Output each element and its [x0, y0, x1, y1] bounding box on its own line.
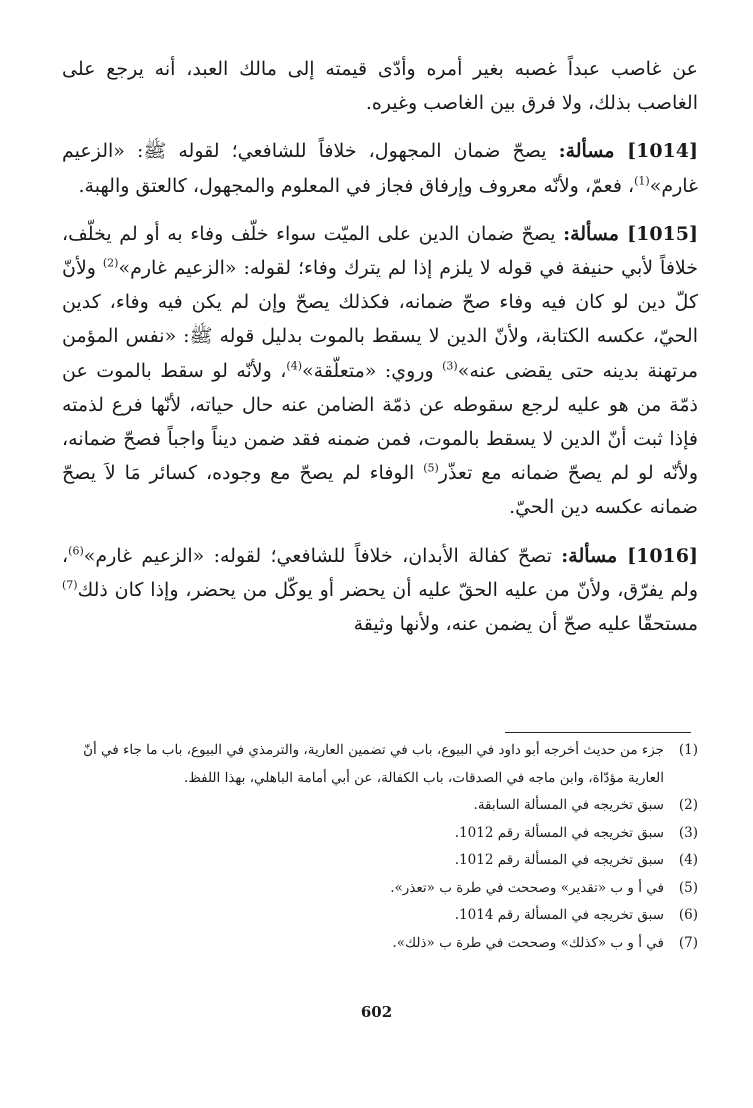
- footnote-text: في أ و ب «تقدير» وصححت في طرة ب «تعذر».: [390, 879, 664, 896]
- footnote-divider: [505, 732, 691, 733]
- issue-1016-text: تصحّ كفالة الأبدان، خلافاً للشافعي؛ لقوله: «الزعيم غارم»: [83, 544, 562, 567]
- issue-1015-text: وروي: «متعلّقة»: [301, 359, 443, 382]
- issue-1015-text: ، ولأنّه لو سقط بالموت عن ذمّة من هو عليه لرجع سقوطه عن ذمّة الضامن عنه حال حياته، لأنّها فرع لذمته فإذا ثبت أنّ الدين لا يسقط بالموت، فمن ضمنه فقد ضمن ديناً واجباً فصحّ ضمانه، ولأنّه لو لم يصحّ ضمانه مع تعذّر: [62, 359, 698, 485]
- issue-1016-label: [1016] مسألة:: [561, 544, 698, 567]
- footnote-marker-4: (4): [286, 359, 302, 373]
- footnote-marker-6: (6): [68, 544, 84, 558]
- footnote-number: (3): [678, 824, 698, 841]
- footnote-text: جزء من حديث أخرجه أبو داود في البيوع، باب في تضمين العارية، والترمذي في البيوع، باب ما جاء في أنّ العارية مؤدّاة، وابن ماجه في الصدقات، باب الكفالة، عن أبي أمامة الباهلي، بهذا اللفظ.: [83, 742, 664, 786]
- footnote-number: (6): [678, 907, 698, 923]
- footnote-text: سبق تخريجه في المسألة السابقة.: [473, 797, 664, 813]
- footnote-number: (2): [678, 797, 698, 813]
- footnote-item: [62, 792, 698, 820]
- issue-1015-text: ولأنّ كلّ دين لو كان فيه وفاء صحّ ضمانه، فكذلك يصحّ وإن لم يكن فيه وفاء، كدين الحيّ، عكسه الكتابة، ولأنّ الدين لا يسقط بالموت بدليل قوله ﷺ: «نفس المؤمن مرتهنة بدينه حتى يقضى عنه»: [62, 257, 699, 382]
- issue-1015-text: الوفاء لم يصحّ مع وجوده، كسائر مَا لاَ يصحّ ضمانه عكسه دين الحيّ.: [62, 462, 698, 519]
- page-number: 602: [360, 1003, 393, 1021]
- footnote-number: (5): [678, 879, 698, 896]
- footnote-text: في أ و ب «كذلك» وصححت في طرة ب «ذلك».: [392, 934, 664, 951]
- footnote-item: [62, 930, 698, 958]
- issue-1016-text: مستحقّا عليه صحّ أن يضمن عنه، ولأنها وثيقة: [353, 613, 698, 636]
- footnote-text: سبق تخريجه في المسألة رقم 1012.: [454, 852, 664, 868]
- footnote-item: [62, 875, 698, 903]
- footnote-item: [62, 847, 698, 875]
- page-body: [62, 52, 698, 641]
- footnote-marker-5: (5): [423, 461, 439, 475]
- footnotes: [62, 737, 698, 957]
- footnote-text: سبق تخريجه في المسألة رقم 1014.: [454, 907, 664, 923]
- intro-paragraph: عن غاصب عبداً غصبه بغير أمره وأدّى قيمته إلى مالك العبد، أنه يرجع على الغاصب بذلك، ولا فرق بين الغاصب وغيره.: [62, 58, 698, 115]
- footnote-number: (1): [678, 742, 698, 758]
- footnote-marker-3: (3): [442, 359, 458, 373]
- issue-1015-text: يصحّ ضمان الدين على الميّت سواء خلّف وفاء به أو لم يخلّف، خلافاً لأبي حنيفة في قوله لا يلزم إذا لم يترك وفاء؛ لقوله: «الزعيم غارم»: [62, 222, 698, 280]
- issue-1015-label: [1015] مسألة:: [563, 222, 698, 245]
- footnote-marker-2: (2): [102, 256, 119, 270]
- issue-1016-paragraph: [62, 539, 698, 642]
- issue-1014-paragraph: [62, 134, 698, 202]
- issue-1016-text: ، ولم يفرّق، ولأنّ من عليه الحقّ عليه أن يحضر أو يوكّل من يحضر، وإذا كان ذلك: [62, 544, 698, 601]
- footnote-number: (4): [678, 852, 698, 868]
- footnote-item: [62, 820, 698, 848]
- issue-1015-paragraph: [62, 217, 698, 525]
- footnote-item: [62, 902, 698, 930]
- footnote-marker-1: (1): [634, 174, 650, 188]
- issue-1014-text: يصحّ ضمان المجهول، خلافاً للشافعي؛ لقوله ﷺ: «الزعيم غارم»: [62, 140, 698, 197]
- issue-1014-text: ، فعمّ، ولأنّه معروف وإرفاق فجاز في المعلوم والمجهول، كالعتق والهبة.: [78, 174, 635, 197]
- footnote-number: (7): [678, 934, 698, 951]
- footnote-text: سبق تخريجه في المسألة رقم 1012.: [454, 824, 664, 841]
- footnote-item: [62, 737, 698, 792]
- footnote-marker-7: (7): [62, 578, 78, 592]
- issue-1014-label: [1014] مسألة:: [558, 140, 698, 163]
